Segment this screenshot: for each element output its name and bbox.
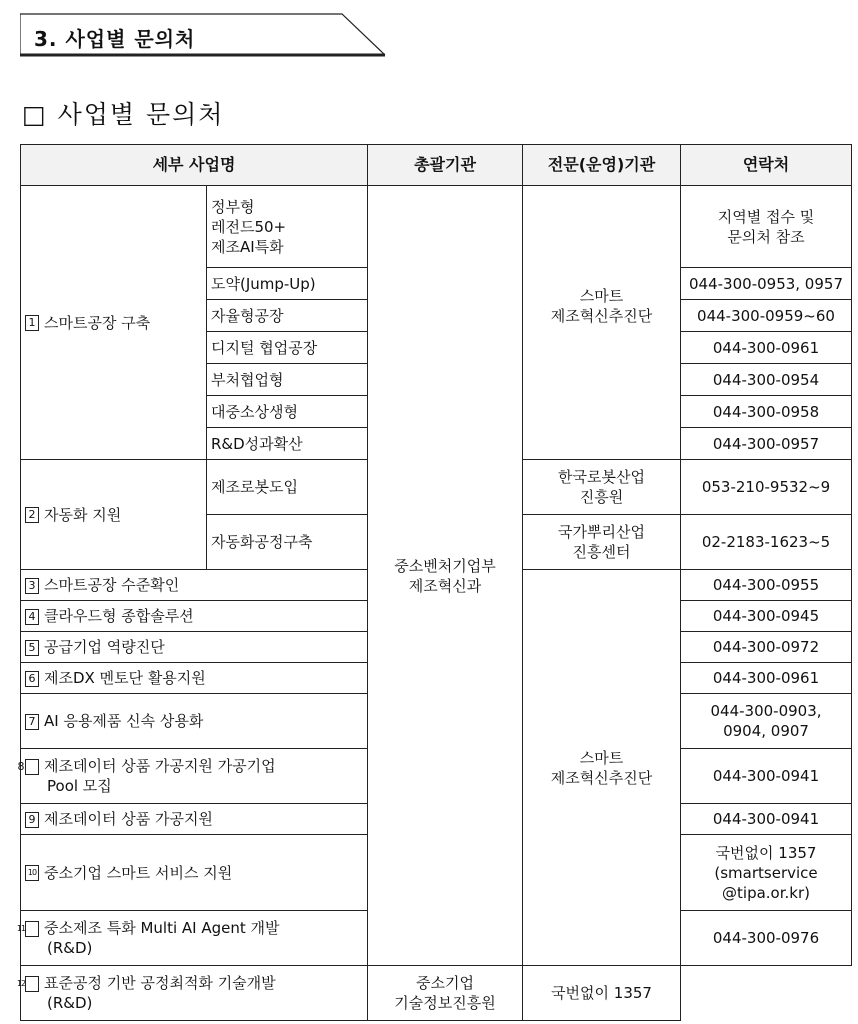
contact-cell: 044-300-0954	[681, 364, 852, 396]
section-header	[20, 13, 386, 57]
col-header-contact: 연락처	[681, 145, 852, 186]
col-header-agency: 전문(운영)기관	[523, 145, 681, 186]
program-cell	[17, 749, 368, 804]
item-number: 12	[25, 976, 39, 992]
program-cell	[21, 632, 368, 663]
program-cell	[16, 911, 368, 966]
agency-cell: 스마트 제조혁신추진단	[523, 186, 681, 460]
contact-cell: 044-300-0941	[681, 804, 852, 835]
sub-program: 정부형 레전드50+ 제조AI특화	[207, 186, 368, 268]
program-cell	[21, 570, 368, 601]
contact-cell: 044-300-0961	[681, 663, 852, 694]
agency-cell: 중소기업 기술정보진흥원	[368, 966, 523, 1021]
item-number: 3	[25, 578, 39, 594]
contact-cell: 044-300-0976	[681, 911, 852, 966]
contact-cell: 044-300-0972	[681, 632, 852, 663]
program-cell	[21, 804, 368, 835]
program-name: 제조DX 멘토단 활용지원	[44, 669, 206, 687]
agency-cell: 국가뿌리산업 진흥센터	[523, 515, 681, 570]
contact-cell: 044-300-0941	[681, 749, 852, 804]
contact-table	[16, 144, 852, 1021]
program-name: 공급기업 역량진단	[44, 638, 165, 656]
contact-cell: 044-300-0903, 0904, 0907	[681, 694, 852, 749]
sub-program: 제조로봇도입	[207, 460, 368, 515]
program-cell	[21, 601, 368, 632]
sub-program: 부처협업형	[207, 364, 368, 396]
item-number: 11	[25, 921, 39, 937]
subtitle: □ 사업별 문의처	[22, 100, 225, 129]
table-row	[21, 186, 852, 268]
supervisor-cell: 중소벤처기업부 제조혁신과	[368, 186, 523, 966]
contact-cell: 044-300-0953, 0957	[681, 268, 852, 300]
item-number: 5	[25, 640, 39, 656]
contact-cell: 044-300-0959~60	[681, 300, 852, 332]
program-cell-2	[21, 460, 207, 570]
item-number: 7	[25, 714, 39, 730]
program-name: 스마트공장 구축	[44, 313, 151, 332]
sub-program: 자동화공정구축	[207, 515, 368, 570]
sub-program: 도약(Jump-Up)	[207, 268, 368, 300]
agency-cell: 스마트 제조혁신추진단	[523, 570, 681, 966]
contact-cell: 02-2183-1623~5	[681, 515, 852, 570]
col-header-name: 세부 사업명	[21, 145, 368, 186]
sub-program: R&D성과확산	[207, 428, 368, 460]
program-name: 클라우드형 종합솔루션	[44, 607, 194, 625]
contact-cell: 053-210-9532~9	[681, 460, 852, 515]
program-cell	[21, 663, 368, 694]
contact-cell: 국번없이 1357	[523, 966, 681, 1021]
item-number: 9	[25, 812, 39, 828]
item-number: 10	[25, 865, 39, 881]
sub-program: 디지털 협업공장	[207, 332, 368, 364]
program-name: 자동화 지원	[44, 505, 122, 524]
item-number: 6	[25, 671, 39, 687]
program-cell	[21, 835, 368, 911]
program-name: 제조데이터 상품 가공지원	[44, 810, 213, 828]
item-number: 1	[25, 315, 39, 331]
agency-cell: 한국로봇산업 진흥원	[523, 460, 681, 515]
contact-cell: 044-300-0957	[681, 428, 852, 460]
sub-program: 대중소상생형	[207, 396, 368, 428]
program-cell	[21, 694, 368, 749]
contact-cell: 044-300-0955	[681, 570, 852, 601]
contact-cell: 044-300-0945	[681, 601, 852, 632]
contact-cell: 지역별 접수 및 문의처 참조	[681, 186, 852, 268]
program-name: 표준공정 기반 공정최적화 기술개발 (R&D)	[44, 974, 276, 1012]
item-number: 2	[25, 507, 39, 523]
item-number: 4	[25, 609, 39, 625]
program-name: AI 응용제품 신속 상용화	[44, 712, 204, 730]
section-title: 3. 사업별 문의처	[34, 27, 196, 51]
item-number: 8	[25, 759, 39, 775]
program-name: 스마트공장 수준확인	[44, 576, 180, 594]
program-name: 제조데이터 상품 가공지원 가공기업 Pool 모집	[44, 757, 276, 795]
program-name: 중소제조 특화 Multi AI Agent 개발 (R&D)	[44, 919, 280, 957]
header-row	[21, 145, 852, 186]
program-name: 중소기업 스마트 서비스 지원	[44, 863, 233, 882]
program-cell-1	[21, 186, 207, 460]
col-header-supervisor: 총괄기관	[368, 145, 523, 186]
table-row	[21, 966, 852, 1021]
contact-cell: 044-300-0958	[681, 396, 852, 428]
contact-cell: 국번없이 1357 (smartservice @tipa.or.kr)	[681, 835, 852, 911]
sub-program: 자율형공장	[207, 300, 368, 332]
program-cell	[16, 966, 368, 1021]
contact-cell: 044-300-0961	[681, 332, 852, 364]
